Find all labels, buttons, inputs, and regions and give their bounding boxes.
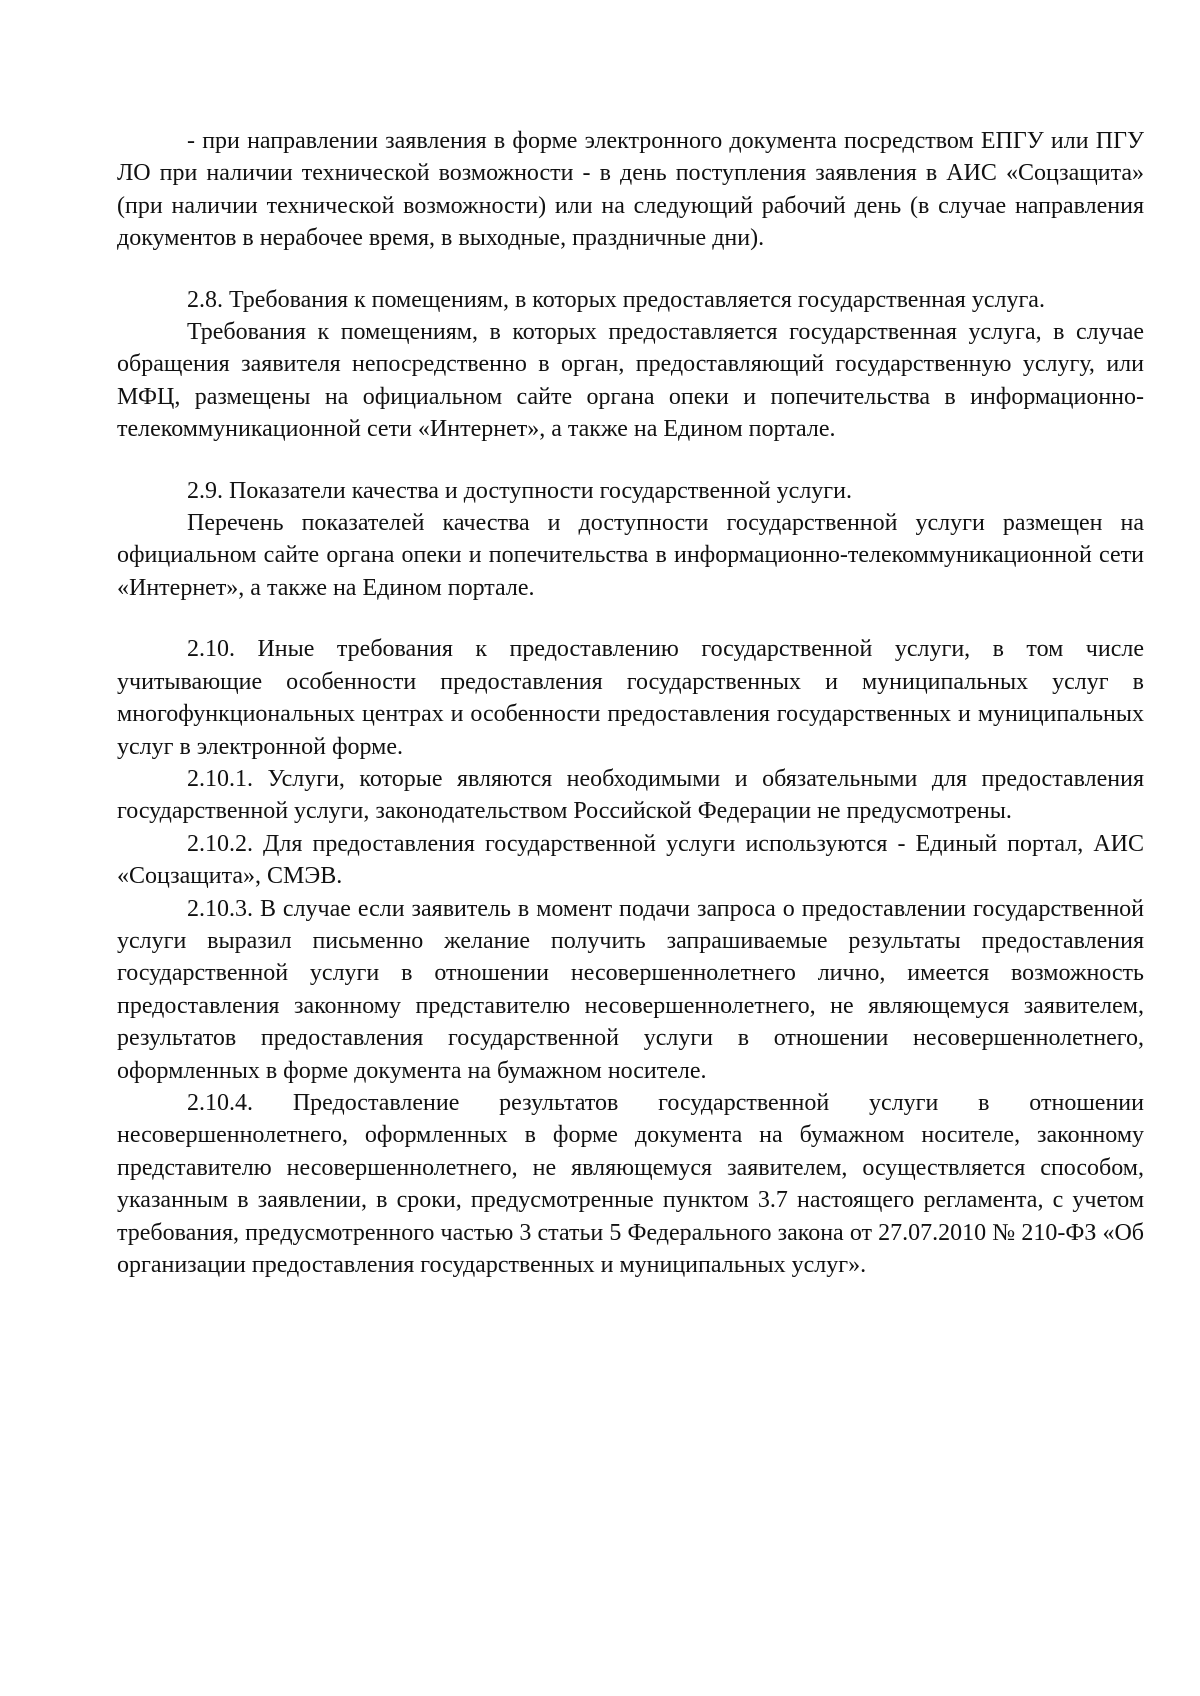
paragraph-intro-submission: - при направлении заявления в форме электронного документа посредством ЕПГУ или ПГУ ЛО при наличии технической возможности - в день поступления заявления в АИС «Соцзащита» (при наличии технической возможности) или на следующий рабочий день (в случае направления документов в нерабочее время, в выходные, праздничные дни). [117,128,1144,252]
section-gap [117,604,1144,633]
paragraph-2-10-2: 2.10.2. Для предоставления государственной услуги используются - Единый портал, АИС «Соцзащита», СМЭВ. [117,830,1144,890]
heading-2-9: 2.9. Показатели качества и доступности государственной услуги. [187,477,852,504]
paragraph-2-10-1: 2.10.1. Услуги, которые являются необходимыми и обязательными для предоставления государственной услуги, законодательством Российской Федерации не предусмотрены. [117,765,1144,825]
paragraph-2-10-3: 2.10.3. В случае если заявитель в момент подачи запроса о предоставлении государственной услуги выразил письменно желание получить запрашиваемые результаты предоставления государственной услуги в отношении несовершеннолетнего лично, имеется возможность предоставления законному представителю несовершеннолетнего, не являющемуся заявителем, результатов предоставления государственной услуги в отношении несовершеннолетнего, оформленных в форме документа на бумажном носителе. [117,895,1144,1084]
paragraph-2-9-body: Перечень показателей качества и доступности государственной услуги размещен на официальном сайте органа опеки и попечительства в информационно-телекоммуникационной сети «Интернет», а также на Едином портале. [117,510,1144,601]
paragraph-2-10-4: 2.10.4. Предоставление результатов государственной услуги в отношении несовершеннолетнего, оформленных в форме документа на бумажном носителе, законному представителю несовершеннолетнего, не являющемуся заявителем, осуществляется способом, указанным в заявлении, в сроки, предусмотренные пунктом 3.7 настоящего регламента, с учетом требования, предусмотренного частью 3 статьи 5 Федерального закона от 27.07.2010 № 210-ФЗ «Об организации предоставления государственных и муниципальных услуг». [117,1089,1144,1278]
heading-2-10: 2.10. Иные требования к предоставлению государственной услуги, в том числе учитывающие особенности предоставления государственных и муниципальных услуг в многофункциональных центрах и особенности предоставления государственных и муниципальных услуг в электронной форме. [117,636,1144,760]
section-gap [117,446,1144,475]
section-gap [117,255,1144,284]
document-body [117,125,1144,1281]
heading-2-8: 2.8. Требования к помещениям, в которых предоставляется государственная услуга. [187,286,1045,313]
paragraph-2-8-body: Требования к помещениям, в которых предоставляется государственная услуга, в случае обращения заявителя непосредственно в орган, предоставляющий государственную услугу, или МФЦ, размещены на официальном сайте органа опеки и попечительства в информационно-телекоммуникационной сети «Интернет», а также на Едином портале. [117,319,1144,443]
